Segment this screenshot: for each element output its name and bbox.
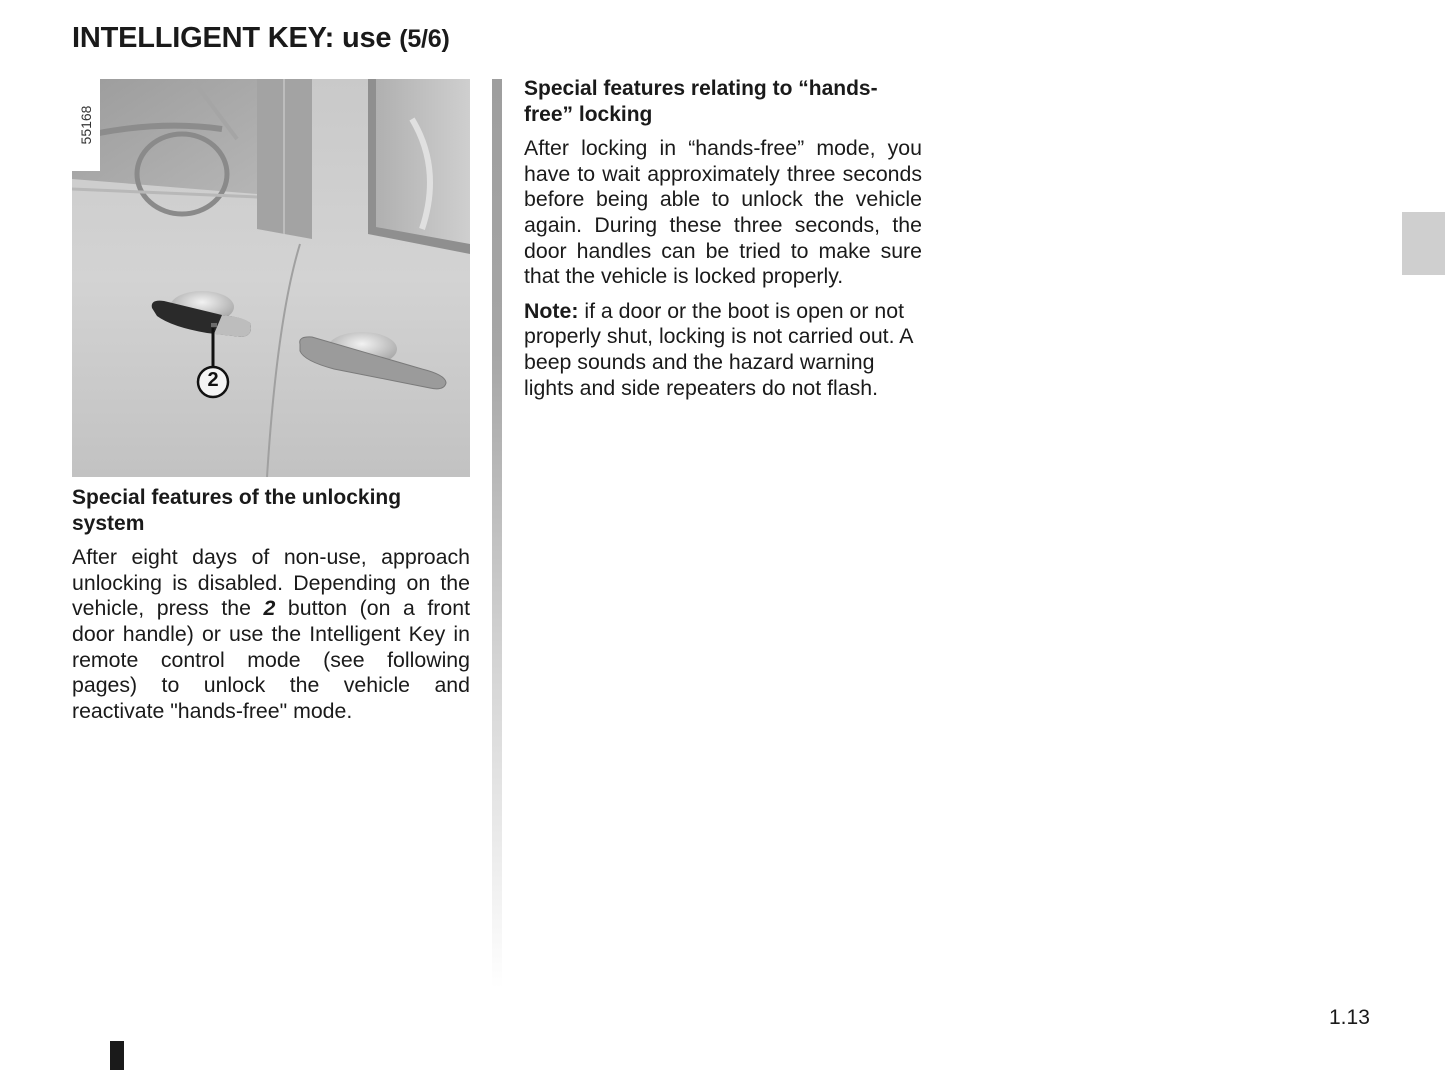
unlocking-text-2: button (on a front door handle) or use the Intelligent Key in remote control mode (see following pages) to unlock the vehicle and reactivate "hands-free" mode. xyxy=(72,596,470,723)
page-title-main: INTELLIGENT KEY: use xyxy=(72,22,392,54)
button-reference-2: 2 xyxy=(263,596,276,621)
hands-free-paragraph: After locking in “hands-free” mode, you have to wait approximately three seconds before being able to unlock the vehicle again. During these three seconds, the door handles can be tried to make sure that the vehicle is locked properly. xyxy=(524,136,922,289)
column-divider xyxy=(492,79,502,989)
note-text: if a door or the boot is open or not properly shut, locking is not carried out. A beep sounds and the hazard warning lights and side repeaters do not flash. xyxy=(524,298,913,400)
unlocking-text-1: After eight days of non-use, approach unlocking is disabled. Depending on the vehicle, press the xyxy=(72,545,470,621)
page-title-part: (5/6) xyxy=(399,25,450,53)
unlocking-paragraph xyxy=(72,545,470,724)
callout-label-2: 2 xyxy=(207,369,219,391)
door-handle-illustration xyxy=(72,79,470,477)
car-door-drawing xyxy=(72,79,470,477)
section-heading-unlocking: Special features of the unlocking system xyxy=(72,486,402,535)
figure-reference-number: 55168 xyxy=(78,105,94,145)
note-paragraph xyxy=(524,299,922,401)
chapter-tab-marker xyxy=(1402,212,1445,275)
print-corner-mark xyxy=(110,1041,124,1070)
right-column xyxy=(524,76,922,410)
section-heading-hands-free: Special features relating to “hands-free” locking xyxy=(524,77,878,126)
left-column xyxy=(72,485,470,733)
page-title xyxy=(72,22,450,55)
page-number: 1.13 xyxy=(1329,1006,1370,1029)
note-label: Note: xyxy=(524,298,579,323)
figure-reference xyxy=(72,79,100,171)
